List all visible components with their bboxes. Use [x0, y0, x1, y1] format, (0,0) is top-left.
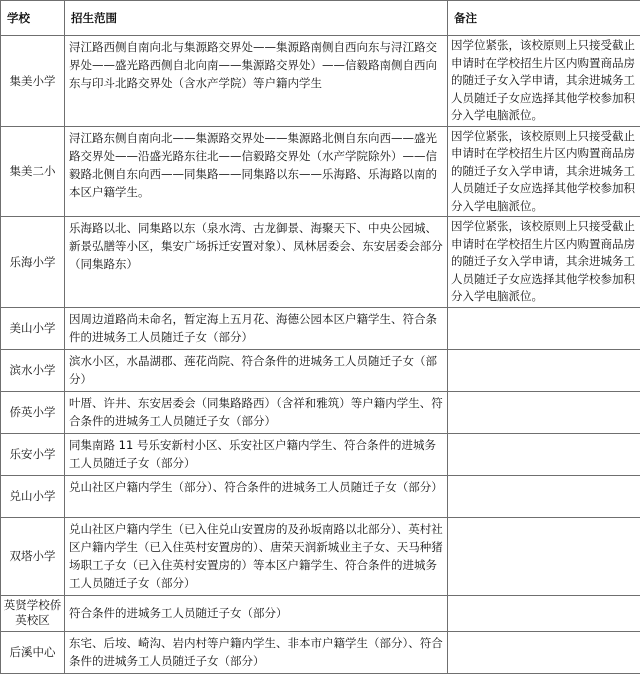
enrollment-scope: 浔江路东侧自南向北——集源路交界处——集源路北侧自东向西——盛光路交界处——沿盛光路东往北——信毅路交界处（水产学院除外）——信毅路北侧自东向西——同集路——同集路以东——乐海路、乐海路以南的本区户籍学生。: [65, 126, 448, 217]
enrollment-scope: 符合条件的进城务工人员随迁子女（部分）: [65, 595, 448, 631]
enrollment-scope: 兑山社区户籍内学生（已入住兑山安置房的及孙坂南路以北部分）、英村社区户籍内学生（已入住英村安置房的）、唐荣天润新城业主子女、天马种猪场职工子女（已入住英村安置房的）等本区户籍学生、符合条件的进城务工人员随迁子女（部分）: [65, 517, 448, 595]
school-name: 集美小学: [1, 36, 65, 127]
enrollment-scope: 同集南路 11 号乐安新村小区、乐安社区户籍内学生、符合条件的进城务工人员随迁子女（部分）: [65, 433, 448, 475]
header-scope: 招生范围: [65, 1, 448, 36]
header-school: 学校: [1, 1, 65, 36]
table-row: [1, 36, 640, 127]
table-row: [1, 126, 640, 217]
enrollment-scope: 叶厝、许井、东安居委会（同集路路西）（含祥和雅筑）等户籍内学生、符合条件的进城务工人员随迁子女（部分）: [65, 391, 448, 433]
table-row: [1, 517, 640, 595]
school-name: 兑山小学: [1, 475, 65, 517]
enrollment-scope: 东宅、后垵、崎沟、岩内村等户籍内学生、非本市户籍学生（部分）、符合条件的进城务工人员随迁子女（部分）: [65, 631, 448, 673]
remark: 因学位紧张，该校原则上只接受截止申请时在学校招生片区内购置商品房的随迁子女入学申请，其余进城务工人员随迁子女应选择其他学校参加积分入学电脑派位。: [448, 36, 640, 127]
enrollment-scope: 滨水小区，水晶湖郡、莲花尚院、符合条件的进城务工人员随迁子女（部分）: [65, 349, 448, 391]
remark: 因学位紧张，该校原则上只接受截止申请时在学校招生片区内购置商品房的随迁子女入学申请，其余进城务工人员随迁子女应选择其他学校参加积分入学电脑派位。: [448, 217, 640, 308]
table-row: [1, 391, 640, 433]
school-name: 乐安小学: [1, 433, 65, 475]
remark: 因学位紧张，该校原则上只接受截止申请时在学校招生片区内购置商品房的随迁子女入学申请，其余进城务工人员随迁子女应选择其他学校参加积分入学电脑派位。: [448, 126, 640, 217]
remark: [448, 631, 640, 673]
enrollment-scope: 乐海路以北、同集路以东（泉水湾、古龙御景、海聚天下、中央公园城、新景弘膳等小区，集安广场拆迁安置对象）、凤林居委会、东安居委会部分（同集路东）: [65, 217, 448, 308]
table-row: [1, 475, 640, 517]
remark: [448, 433, 640, 475]
remark: [448, 595, 640, 631]
remark: [448, 475, 640, 517]
table-row: [1, 595, 640, 631]
table-header-row: [1, 1, 640, 36]
school-name: 美山小学: [1, 307, 65, 349]
enrollment-scope: 浔江路西侧自南向北与集源路交界处——集源路南侧自西向东与浔江路交界处——盛光路西侧自北向南——集源路交界处）——信毅路南侧自西向东与印斗北路交界处（含水产学院）等户籍内学生: [65, 36, 448, 127]
table-row: [1, 217, 640, 308]
table-row: [1, 631, 640, 673]
school-name: 后溪中心: [1, 631, 65, 673]
school-name: 侨英小学: [1, 391, 65, 433]
school-name: 滨水小学: [1, 349, 65, 391]
table-row: [1, 433, 640, 475]
header-note: 备注: [448, 1, 640, 36]
remark: [448, 307, 640, 349]
school-name: 双塔小学: [1, 517, 65, 595]
table-row: [1, 307, 640, 349]
school-name: 乐海小学: [1, 217, 65, 308]
school-name: 英贤学校侨英校区: [1, 595, 65, 631]
remark: [448, 391, 640, 433]
enrollment-scope: 兑山社区户籍内学生（部分）、符合条件的进城务工人员随迁子女（部分）: [65, 475, 448, 517]
enrollment-scope: 因周边道路尚未命名，暂定海上五月花、海德公园本区户籍学生、符合条件的进城务工人员随迁子女（部分）: [65, 307, 448, 349]
school-name: 集美二小: [1, 126, 65, 217]
remark: [448, 517, 640, 595]
table-row: [1, 349, 640, 391]
remark: [448, 349, 640, 391]
